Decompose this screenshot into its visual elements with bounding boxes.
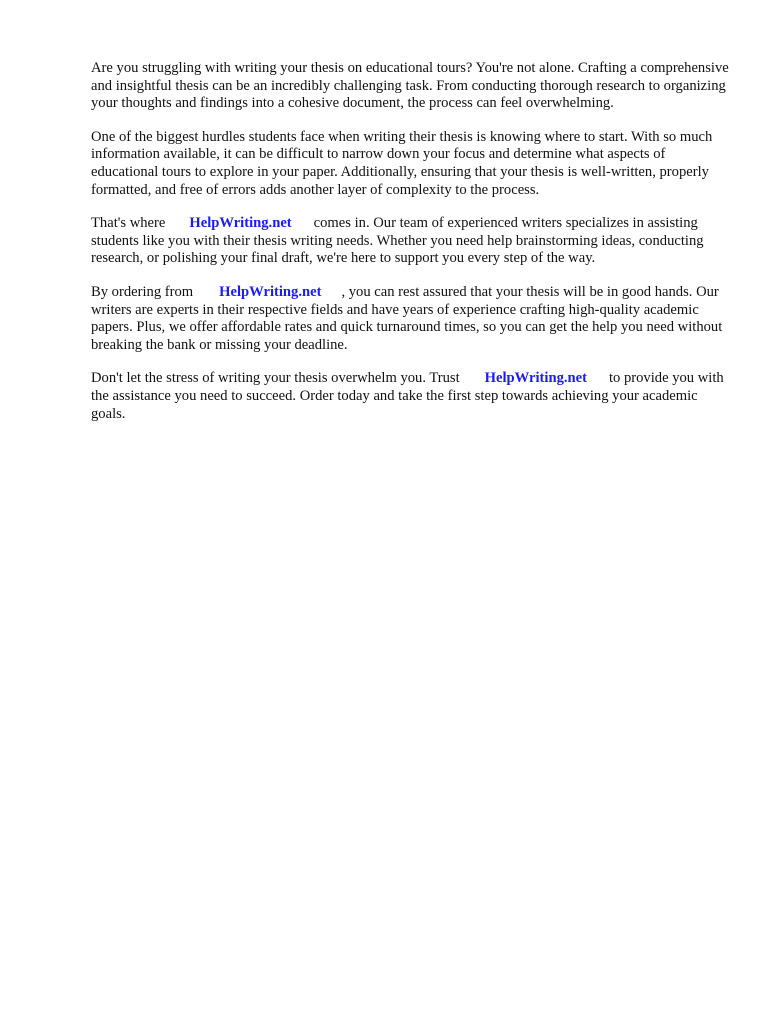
helpwriting-link-1[interactable]: HelpWriting.net (189, 215, 292, 232)
paragraph-service-rest: comes in. Our team of experienced writers specializes in assisting students like you with their thesis writing needs. Whether you need help brainstorming ideas, conducting research, or polishing your final draft, we're here to support you every step of the way. (91, 215, 704, 267)
paragraph-ordering-rest: , you can rest assured that your thesis will be in good hands. Our writers are experts in their respective fields and have years of experience crafting high-quality academic papers. Plus, we offer affordable rates and quick turnaround times, so you can get the help you need without breaking the bank or missing your deadline. (91, 283, 723, 353)
paragraph-closing (91, 370, 731, 423)
paragraph-hurdles-text: One of the biggest hurdles students face when writing their thesis is knowing where to start. With so much information available, it can be difficult to narrow down your focus and determine what aspects of educational tours to explore in your paper. Additionally, ensuring that your thesis is well-written, properly formatted, and free of errors adds another layer of complexity to the process. (91, 128, 713, 198)
paragraph-intro (91, 60, 731, 113)
document-body (91, 60, 731, 439)
paragraph-service-lead: That's where (91, 215, 166, 232)
paragraph-intro-text: Are you struggling with writing your thesis on educational tours? You're not alone. Crafting a comprehensive and insightful thesis can be an incredibly challenging task. From conducting thorough research to organizing your thoughts and findings into a cohesive document, the process can feel overwhelming. (91, 60, 729, 112)
helpwriting-link-3[interactable]: HelpWriting.net (484, 370, 587, 387)
paragraph-hurdles (91, 129, 731, 199)
helpwriting-link-2[interactable]: HelpWriting.net (219, 283, 322, 300)
paragraph-ordering (91, 284, 731, 354)
paragraph-closing-lead: Don't let the stress of writing your thesis overwhelm you. Trust (91, 370, 460, 387)
paragraph-ordering-lead: By ordering from (91, 283, 194, 300)
paragraph-closing-rest: to provide you with the assistance you need to succeed. Order today and take the first step towards achieving your academic goals. (91, 370, 724, 422)
paragraph-service (91, 215, 731, 268)
